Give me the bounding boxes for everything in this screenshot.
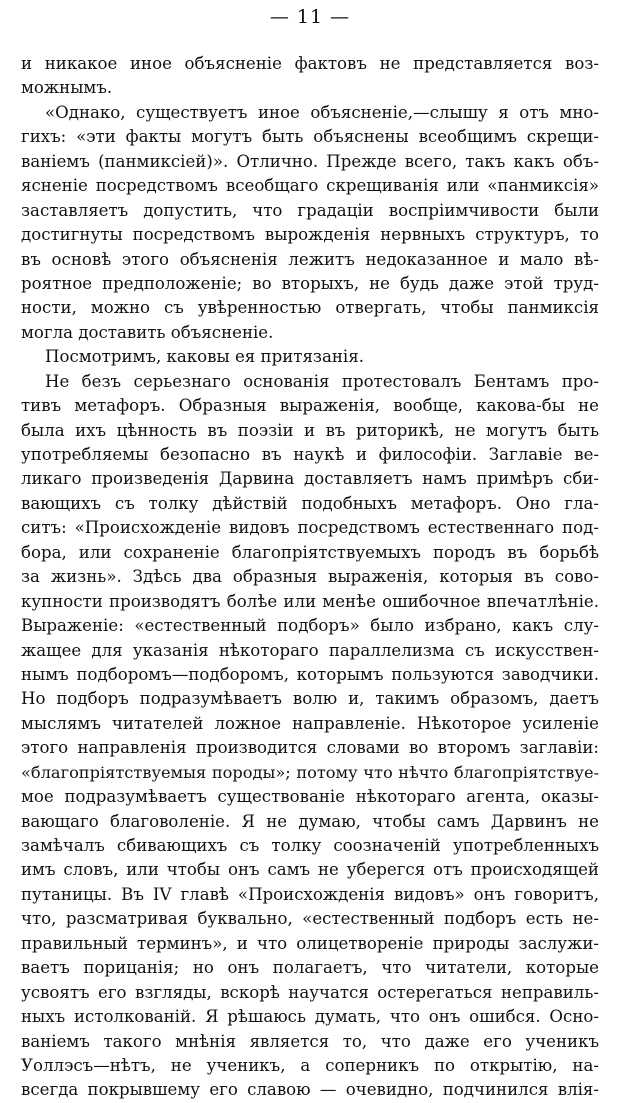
text-line: могла доставить объясненіе. — [21, 322, 274, 342]
text-line: этого направленія производится словами во второмъ заглавіи: — [21, 738, 599, 758]
text-line: ныхъ истолкованій. Я рѣшаюсь думать, что онъ ошибся. Осно- — [21, 1007, 599, 1027]
text-line: жащее для указанія нѣкотораго параллелизма съ искусствен- — [21, 640, 599, 660]
text-line: ликаго произведенія Дарвина доставляетъ намъ примѣръ сби- — [21, 469, 599, 489]
text-line: всегда покрывшему его славою — очевидно, подчинился влія- — [21, 1080, 599, 1100]
text-line: Уоллэсъ—нѣтъ, не ученикъ, а соперникъ по открытію, на- — [21, 1055, 599, 1075]
text-line: вающихъ съ толку дѣйствій подобныхъ метафоръ. Оно гла- — [21, 493, 599, 513]
text-line: можнымъ. — [21, 78, 113, 98]
text-line: за жизнь». Здѣсь два образныя выраженія, которыя въ сово- — [21, 567, 599, 587]
text-line: Выраженіе: «естественный подборъ» было избрано, какъ слу- — [21, 616, 599, 636]
text-line: роятное предположеніе; во вторыхъ, не будь даже этой труд- — [21, 273, 599, 293]
text-line: и никакое иное объясненіе фактовъ не представляется воз- — [21, 54, 599, 73]
text-line: что, разсматривая буквально, «естественный подборъ есть не- — [21, 909, 599, 929]
text-line: мыслямъ читателей ложное направленіе. Нѣкоторое усиленіе — [21, 713, 599, 733]
page-number: — 11 — — [269, 6, 351, 28]
text-line: ности, можно съ увѣренностью отвергать, чтобы панмиксія — [21, 298, 599, 318]
text-line: имъ словъ, или чтобы онъ самъ не уберегся отъ происходящей — [21, 860, 599, 880]
text-line: нымъ подборомъ—подборомъ, которымъ пользуются заводчики. — [21, 664, 599, 684]
text-line: ваетъ порицанія; но онъ полагаетъ, что читатели, которые — [21, 958, 599, 978]
text-line: въ основѣ этого объясненія лежитъ недоказанное и мало вѣ- — [21, 249, 599, 269]
text-line: заставляетъ допустить, что градаціи воспріимчивости были — [21, 200, 599, 220]
text-line: бора, или сохраненіе благопріятствуемыхъ породъ въ борьбѣ — [21, 542, 599, 562]
text-line: ваніемъ такого мнѣнія является то, что даже его ученикъ — [21, 1031, 599, 1051]
text-line: достигнуты посредствомъ вырожденія нервныхъ структуръ, то — [21, 225, 599, 245]
text-line: употребляемы безопасно въ наукѣ и философіи. Заглавіе ве- — [21, 445, 599, 464]
body-text — [21, 52, 599, 1103]
text-line: усвоятъ его взгляды, вскорѣ научатся остерегаться неправиль- — [21, 982, 599, 1002]
text-line: вающаго благоволеніе. Я не думаю, чтобы самъ Дарвинъ не — [21, 811, 599, 831]
text-line: купности производятъ болѣе или менѣе ошибочное впечатлѣніе. — [21, 591, 599, 611]
text-line: путаницы. Въ IV главѣ «Происхожденія видовъ» онъ говоритъ, — [21, 884, 599, 904]
text-line: ваніемъ (панмиксіей)». Отлично. Прежде всего, такъ какъ объ- — [21, 151, 599, 171]
text-line: Посмотримъ, каковы ея притязанія. — [45, 347, 364, 367]
text-line: «благопріятствуемыя породы»; потому что нѣчто благопріятствуе- — [21, 762, 599, 782]
text-line: ясненіе посредствомъ всеобщаго скрещиванія или «панмиксія» — [21, 176, 599, 196]
text-line: правильный терминъ», и что олицетвореніе природы заслужи- — [21, 933, 599, 953]
text-line: ситъ: «Происхожденіе видовъ посредствомъ естественнаго под- — [21, 518, 599, 538]
text-line: Не безъ серьезнаго основанія протестовалъ Бентамъ про- — [45, 371, 599, 391]
text-line: гихъ: «эти факты могутъ быть объяснены всеобщимъ скрещи- — [21, 127, 599, 147]
text-line: мое подразумѣваетъ существованіе нѣкотораго агента, оказы- — [21, 787, 599, 807]
text-line: «Однако, существуетъ иное объясненіе,—слышу я отъ мно- — [45, 102, 599, 122]
text-line: тивъ метафоръ. Образныя выраженія, вообще, какова-бы не — [21, 396, 599, 416]
text-line: Но подборъ подразумѣваетъ волю и, такимъ образомъ, даетъ — [21, 689, 599, 709]
text-line: была ихъ цѣнность въ поэзіи и въ риторикѣ, не могутъ быть — [21, 420, 599, 440]
text-line: замѣчалъ сбивающихъ съ толку соозначеній употребленныхъ — [21, 836, 599, 855]
